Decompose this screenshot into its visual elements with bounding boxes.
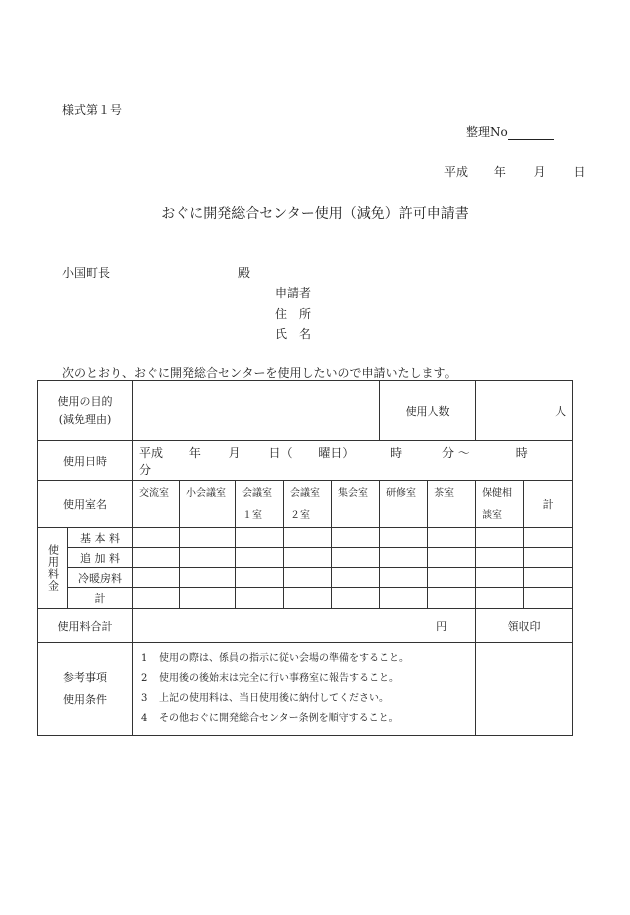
fee-cell[interactable] [133,568,180,588]
fee-cell[interactable] [133,528,180,548]
fee-cell[interactable] [332,548,380,568]
room-header: 集会室 [332,481,380,528]
fee-cell[interactable] [180,588,236,609]
applicant-label: 申請者 [275,286,312,300]
yen-unit: 円 [436,619,448,633]
date-month: 月 [533,165,546,179]
usage-date-row [38,441,573,481]
receipt-stamp-label: 領収印 [476,609,573,643]
rooms-row [38,481,573,528]
room-header: 会議室 １室 [236,481,284,528]
addressee: 小国町長 [62,266,111,280]
usage-date-year: 年 [188,445,201,460]
conditions-row [38,643,573,736]
fee-cell[interactable] [284,568,332,588]
usage-date-day: 日（ [268,445,293,460]
fee-cell[interactable] [428,588,476,609]
room-header: 小会議室 [180,481,236,528]
name-label: 氏 名 [275,327,312,341]
fee-row [38,528,573,548]
usage-start-hour: 時 [390,445,403,460]
fee-cell[interactable] [284,588,332,609]
form-number: 様式第１号 [62,103,123,117]
purpose-label: 使用の目的 [57,394,113,408]
fee-total-row [38,609,573,643]
fee-cell[interactable] [180,528,236,548]
fee-row-label: 計 [68,588,133,609]
fee-cell[interactable] [428,528,476,548]
seiri-no-blank[interactable] [508,127,554,140]
date-era: 平成 [444,165,469,179]
people-input[interactable] [476,381,573,441]
fee-cell[interactable] [332,528,380,548]
application-table [37,380,573,736]
fee-row-label: 冷暖房料 [68,568,133,588]
fee-cell[interactable] [236,568,284,588]
fee-cell[interactable] [380,588,428,609]
rooms-label: 使用室名 [38,481,133,528]
seiri-no-label: 整理No [466,125,508,139]
document-title: おぐに開発総合センター使用（減免）許可申請書 [161,206,469,222]
fee-row-label: 基 本 料 [68,528,133,548]
room-header: 保健相 談室 [476,481,524,528]
purpose-label-cell [38,381,133,441]
submission-date [444,163,586,180]
fee-cell[interactable] [180,548,236,568]
fee-row [38,568,573,588]
people-label: 使用人数 [380,381,476,441]
total-column-header: 計 [524,481,573,528]
fee-cell[interactable] [476,588,524,609]
room-header: 茶室 [428,481,476,528]
address-label: 住 所 [275,307,312,321]
purpose-input[interactable] [133,381,380,441]
fee-cell[interactable] [476,528,524,548]
condition-item: 3 上記の使用料は、当日使用後に納付してください。 [141,693,389,704]
fee-total-input[interactable] [133,609,476,643]
usage-end-minute: 分 [139,462,152,477]
fee-cell[interactable] [133,588,180,609]
date-day: 日 [573,165,586,179]
fee-cell[interactable] [236,548,284,568]
fee-cell[interactable] [332,588,380,609]
fee-row [38,588,573,609]
fee-cell[interactable] [180,568,236,588]
usage-date-input[interactable] [133,441,573,481]
fee-cell[interactable] [428,548,476,568]
conditions-list [133,643,476,736]
fee-cell[interactable] [524,528,573,548]
fee-cell[interactable] [524,568,573,588]
usage-date-era: 平成 [139,445,164,460]
room-header: 会議室 ２室 [284,481,332,528]
seiri-no-field [466,123,554,140]
condition-item: 2 使用後の後始末は完全に行い事務室に報告すること。 [141,673,399,684]
fee-cell[interactable] [133,548,180,568]
usage-start-minute: 分 ～ [441,445,470,460]
honorific: 殿 [238,266,251,280]
intro-text: 次のとおり、おぐに開発総合センターを使用したいので申請いたします。 [62,366,457,380]
fee-cell[interactable] [380,548,428,568]
usage-date-label: 使用日時 [38,441,133,481]
fee-cell[interactable] [428,568,476,588]
purpose-row [38,381,573,441]
fee-cell[interactable] [236,528,284,548]
room-header: 研修室 [380,481,428,528]
condition-item: 4 その他おぐに開発総合センター条例を順守すること。 [141,713,399,724]
fee-row [38,548,573,568]
fee-cell[interactable] [380,568,428,588]
fee-cell[interactable] [476,548,524,568]
usage-end-hour: 時 [515,445,528,460]
usage-date-month: 月 [228,445,241,460]
reduction-reason-label: (減免理由) [58,412,112,426]
fee-cell[interactable] [236,588,284,609]
receipt-stamp-box[interactable] [476,643,573,736]
condition-item: 1 使用の際は、係員の指示に従い会場の準備をすること。 [141,653,409,664]
fee-group-label: 使用料金 [38,528,68,609]
conditions-label: 使用条件 [63,693,107,706]
fee-cell[interactable] [284,548,332,568]
fee-cell[interactable] [380,528,428,548]
fee-cell[interactable] [284,528,332,548]
fee-cell[interactable] [524,588,573,609]
usage-date-weekday: 曜日） [318,445,355,460]
date-year: 年 [493,165,506,179]
notes-label-cell [38,643,133,736]
fee-cell[interactable] [476,568,524,588]
fee-row-label: 追 加 料 [68,548,133,568]
room-header: 交流室 [133,481,180,528]
notes-label: 参考事項 [63,671,107,684]
people-unit: 人 [555,404,567,418]
fee-total-label: 使用料合計 [38,609,133,643]
fee-cell[interactable] [524,548,573,568]
fee-cell[interactable] [332,568,380,588]
